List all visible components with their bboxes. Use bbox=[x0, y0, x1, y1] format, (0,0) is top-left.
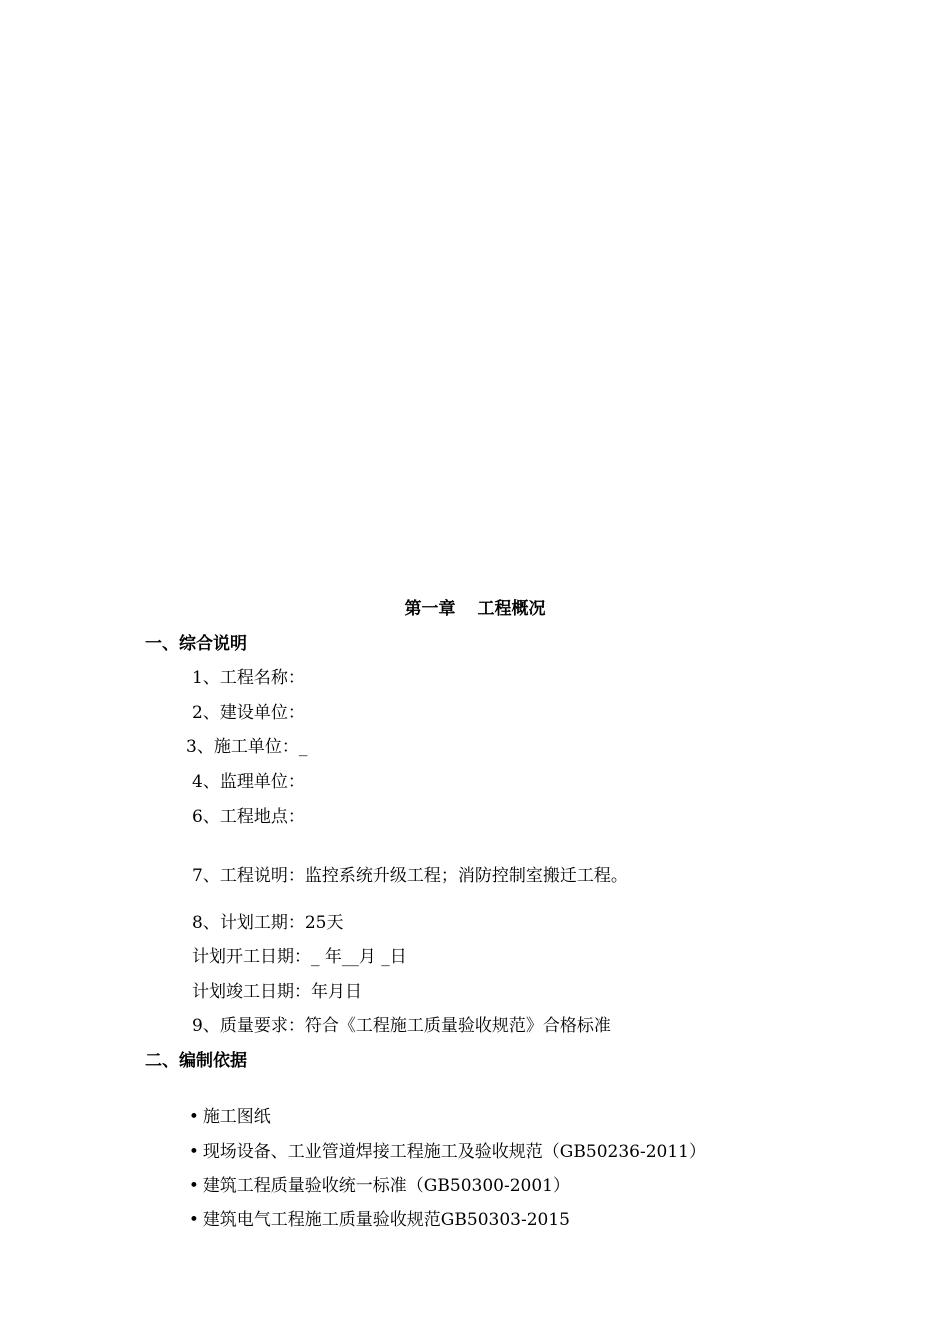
chapter-name: 工程概况 bbox=[477, 599, 546, 619]
bullet-icon: • bbox=[188, 1210, 199, 1230]
item-location: 6、工程地点： bbox=[192, 807, 305, 827]
chapter-number: 第一章 bbox=[404, 599, 456, 619]
basis-item-text: 建筑电气工程施工质量验收规范GB50303-2015 bbox=[202, 1210, 570, 1230]
item-contractor: 3、施工单位：_ bbox=[186, 737, 308, 757]
bullet-icon: • bbox=[188, 1107, 199, 1127]
basis-item-text: 建筑工程质量验收统一标准（GB50300-2001） bbox=[202, 1176, 570, 1196]
chapter-title bbox=[0, 598, 950, 620]
item-description: 7、工程说明：监控系统升级工程；消防控制室搬迁工程。 bbox=[192, 866, 628, 886]
item-owner: 2、建设单位： bbox=[192, 703, 305, 723]
bullet-icon: • bbox=[188, 1176, 199, 1196]
item-end-date: 计划竣工日期：年月日 bbox=[192, 982, 362, 1002]
item-supervisor: 4、监理单位： bbox=[192, 772, 305, 792]
section-heading-basis: 二、编制依据 bbox=[145, 1051, 247, 1071]
item-project-name: 1、工程名称： bbox=[192, 668, 305, 688]
item-duration: 8、计划工期：25天 bbox=[192, 913, 344, 933]
item-quality: 9、质量要求：符合《工程施工质量验收规范》合格标准 bbox=[192, 1016, 611, 1036]
item-start-date: 计划开工日期：_ 年__月 _日 bbox=[192, 947, 407, 967]
basis-item bbox=[178, 1187, 570, 1231]
bullet-icon: • bbox=[188, 1142, 199, 1162]
basis-item-text: 现场设备、工业管道焊接工程施工及验收规范（GB50236-2011） bbox=[202, 1142, 706, 1162]
basis-item-text: 施工图纸 bbox=[202, 1107, 271, 1127]
section-heading-overview: 一、综合说明 bbox=[145, 634, 247, 654]
